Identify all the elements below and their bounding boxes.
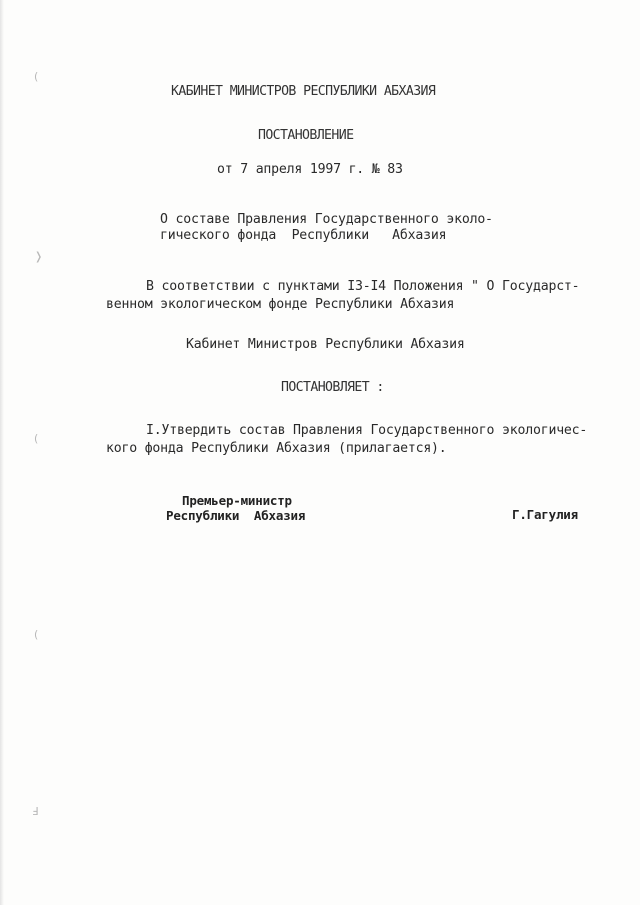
margin-mark: (: [34, 70, 39, 83]
item-1-line-1: I.Утвердить состав Правления Государственного экологичес-: [146, 423, 588, 438]
subject-line-2: гического фонда Республики Абхазия: [160, 228, 447, 243]
document-date-number: от 7 апреля 1997 г. № 83: [217, 162, 403, 177]
page-edge-shadow: [0, 0, 4, 905]
issuer-line: Кабинет Министров Республики Абхазия: [186, 337, 465, 352]
margin-mark: (: [34, 432, 39, 445]
signatory-name: Г.Гагулия: [512, 507, 578, 522]
margin-mark: (: [34, 628, 39, 641]
preamble-line-1: В соответствии с пунктами I3-I4 Положения " О Государст-: [146, 279, 580, 294]
subject-line-1: О составе Правления Государственного эколо-: [160, 212, 493, 227]
item-1-line-2: кого фонда Республики Абхазия (прилагается).: [106, 441, 447, 456]
margin-mark: ❭: [34, 250, 44, 263]
authority-heading: КАБИНЕТ МИНИСТРОВ РЕСПУБЛИКИ АБХАЗИЯ: [171, 84, 436, 99]
decrees-heading: ПОСТАНОВЛЯЕТ :: [281, 380, 384, 395]
document-type-heading: ПОСТАНОВЛЕНИЕ: [258, 128, 354, 143]
signatory-title-line-1: Премьер-министр: [182, 493, 292, 508]
preamble-line-2: венном экологическом фонде Республики Абхазия: [106, 297, 455, 312]
margin-mark: Ⅎ: [32, 805, 39, 818]
signatory-title-line-2: Республики Абхазия: [166, 508, 306, 523]
